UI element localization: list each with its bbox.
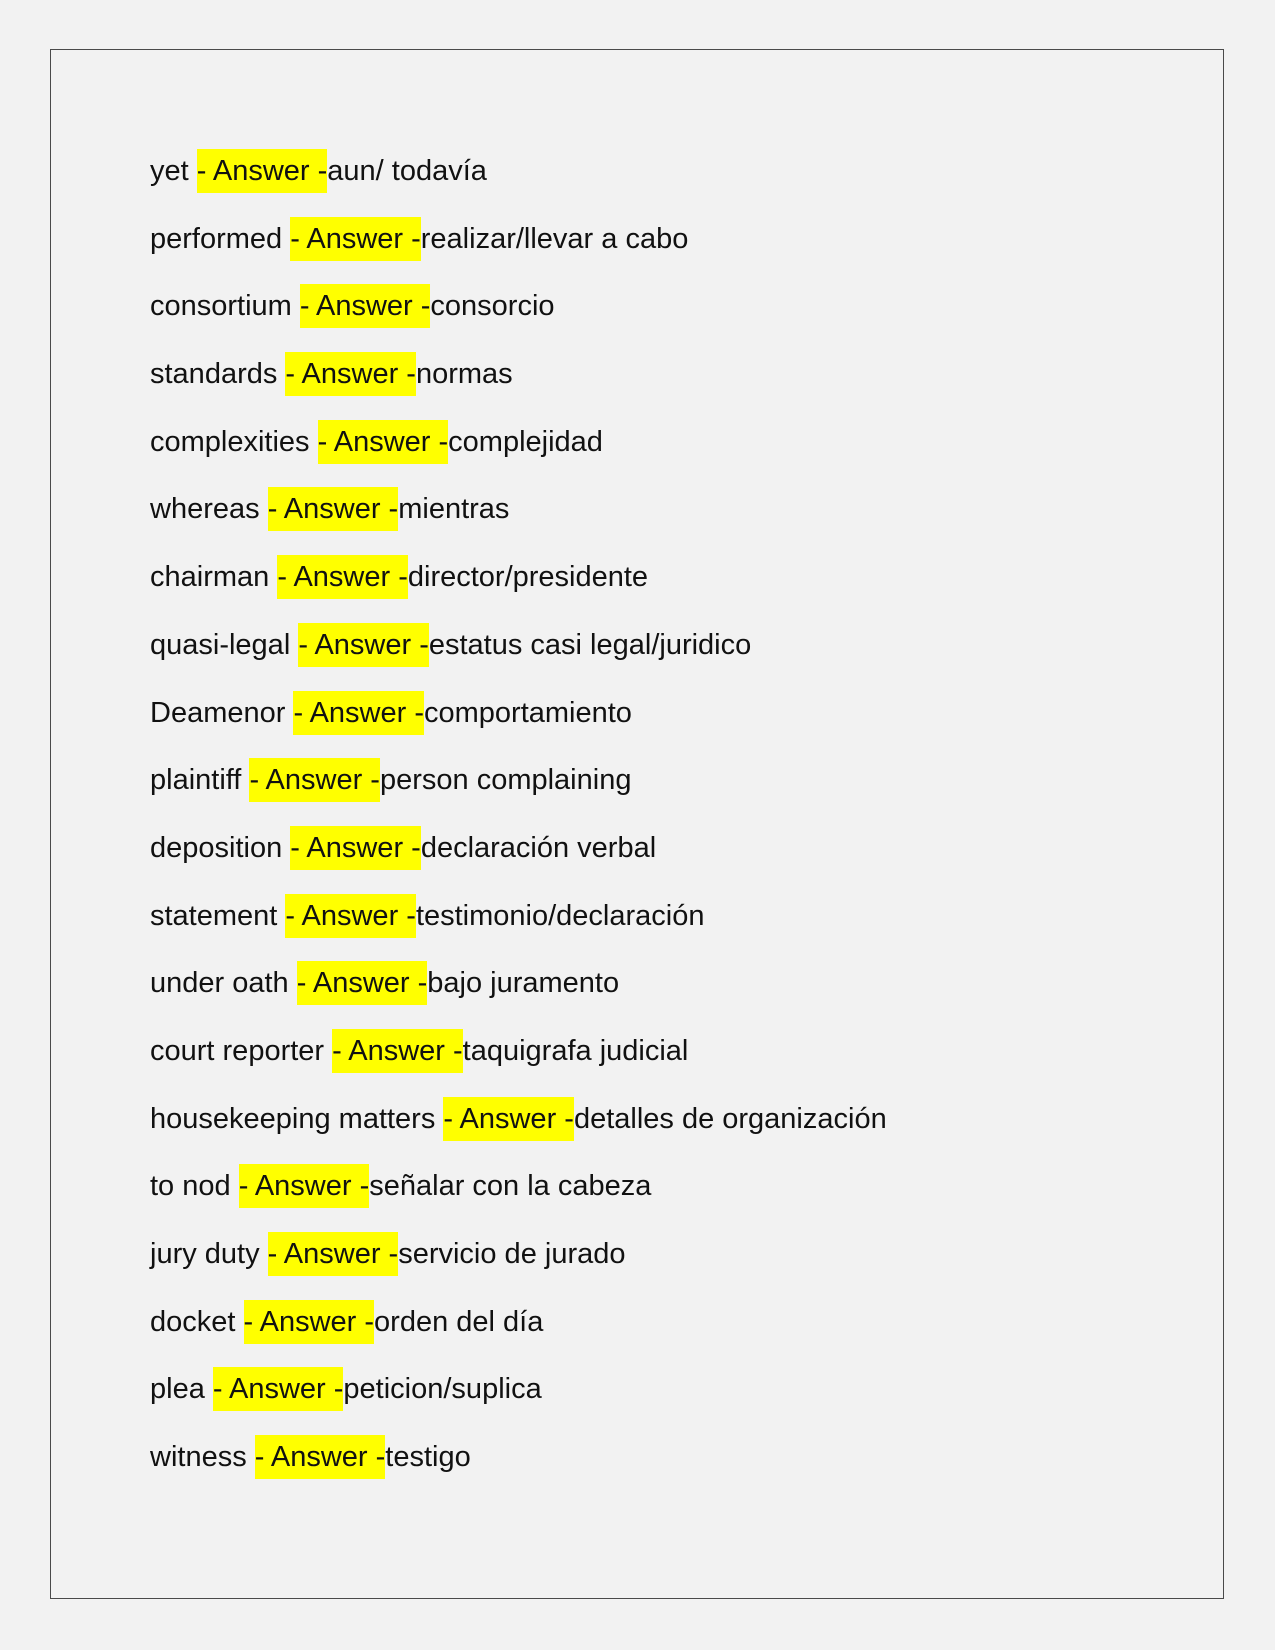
entry-term: Deamenor — [150, 696, 286, 729]
entry-definition: servicio de jurado — [398, 1238, 626, 1270]
answer-marker: - Answer - — [298, 623, 429, 667]
entry-definition: comportamiento — [424, 696, 632, 729]
answer-marker: - Answer - — [443, 1097, 574, 1141]
entry-term: plaintiff — [150, 764, 242, 797]
entry-term: deposition — [150, 831, 283, 864]
entry-term: housekeeping matters — [150, 1102, 436, 1135]
answer-marker: - Answer - — [285, 894, 416, 938]
flashcard-entry — [150, 755, 887, 823]
entry-definition: complejidad — [448, 425, 603, 458]
flashcard-entry — [150, 1026, 887, 1094]
entry-term: consortium — [150, 290, 292, 323]
entry-definition: realizar/llevar a cabo — [420, 222, 689, 255]
entry-definition: bajo juramento — [427, 967, 620, 1000]
entry-definition: taquigrafa judicial — [462, 1034, 689, 1067]
entry-definition: mientras — [398, 493, 510, 526]
entry-definition: detalles de organización — [573, 1102, 887, 1135]
flashcard-entry — [150, 1432, 887, 1500]
answer-marker: - Answer - — [268, 487, 399, 531]
flashcard-entry — [150, 1161, 887, 1229]
flashcard-entry — [150, 1229, 887, 1297]
flashcard-entry — [150, 620, 887, 688]
entry-definition: normas — [415, 358, 513, 391]
answer-marker: - Answer - — [277, 555, 408, 599]
entry-term: quasi-legal — [150, 628, 291, 661]
flashcard-entry — [150, 688, 887, 756]
answer-marker: - Answer - — [290, 826, 421, 870]
flashcard-entry — [150, 1364, 887, 1432]
answer-marker: - Answer - — [332, 1029, 463, 1073]
entry-definition: director/presidente — [407, 561, 649, 594]
entry-term: complexities — [150, 425, 310, 458]
entry-definition: consorcio — [430, 290, 555, 323]
answer-marker: - Answer - — [239, 1164, 370, 1208]
entry-term: performed — [150, 222, 283, 255]
entry-definition: aun/ todavía — [327, 155, 487, 187]
flashcard-entry — [150, 214, 887, 282]
entry-definition: estatus casi legal/juridico — [428, 628, 752, 661]
entry-term: standards — [150, 358, 278, 391]
entry-term: plea — [150, 1373, 205, 1406]
flashcard-list — [150, 146, 887, 1500]
flashcard-entry — [150, 349, 887, 417]
flashcard-entry — [150, 484, 887, 552]
entry-definition: peticion/suplica — [343, 1373, 542, 1406]
entry-term: jury duty — [150, 1238, 260, 1270]
entry-term: whereas — [150, 493, 260, 526]
flashcard-entry — [150, 146, 887, 214]
answer-marker: - Answer - — [293, 691, 424, 735]
entry-term: yet — [150, 155, 189, 187]
entry-definition: person complaining — [379, 764, 632, 797]
answer-marker: - Answer - — [249, 758, 380, 802]
entry-definition: señalar con la cabeza — [369, 1170, 652, 1203]
flashcard-entry — [150, 552, 887, 620]
flashcard-entry — [150, 958, 887, 1026]
entry-definition: declaración verbal — [420, 831, 657, 864]
flashcard-entry — [150, 417, 887, 485]
answer-marker: - Answer - — [318, 420, 449, 464]
answer-marker: - Answer - — [297, 961, 428, 1005]
entry-term: under oath — [150, 967, 289, 1000]
answer-marker: - Answer - — [285, 352, 416, 396]
flashcard-entry — [150, 1094, 887, 1162]
entry-term: witness — [150, 1441, 247, 1474]
answer-marker: - Answer - — [300, 284, 431, 328]
entry-definition: orden del día — [374, 1305, 544, 1338]
answer-marker: - Answer - — [213, 1367, 344, 1411]
flashcard-entry — [150, 1297, 887, 1365]
answer-marker: - Answer - — [197, 149, 328, 193]
flashcard-entry — [150, 891, 887, 959]
answer-marker: - Answer - — [255, 1435, 386, 1479]
entry-term: to nod — [150, 1170, 231, 1203]
answer-marker: - Answer - — [244, 1300, 375, 1344]
flashcard-entry — [150, 823, 887, 891]
entry-term: court reporter — [150, 1034, 325, 1067]
entry-definition: testimonio/declaración — [415, 899, 705, 932]
answer-marker: - Answer - — [268, 1232, 399, 1276]
entry-term: statement — [150, 899, 278, 932]
entry-term: docket — [150, 1305, 236, 1338]
flashcard-entry — [150, 281, 887, 349]
entry-definition: testigo — [385, 1441, 471, 1474]
answer-marker: - Answer - — [290, 217, 421, 261]
entry-term: chairman — [150, 561, 270, 594]
